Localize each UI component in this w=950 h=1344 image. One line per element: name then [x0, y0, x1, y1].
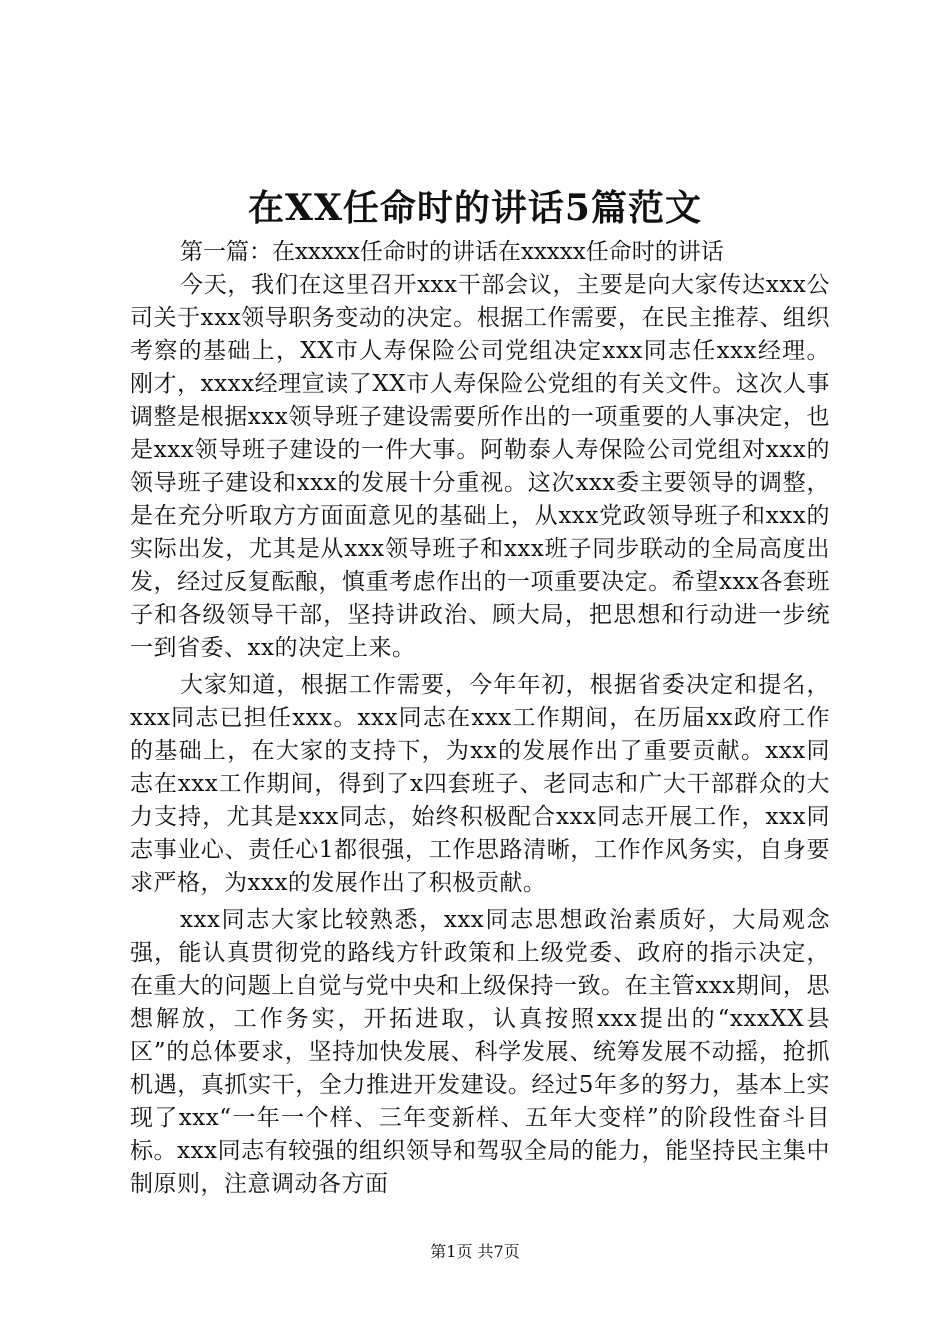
document-body	[130, 236, 830, 1201]
paragraph-2: 大家知道，根据工作需要，今年年初，根据省委决定和提名，xxx同志已担任xxx。xxx同志在xxx工作期间，在历届xx政府工作的基础上，在大家的支持下，为xx的发展作出了重要贡献。xxx同志在xxx工作期间，得到了x四套班子、老同志和广大干部群众的大力支持，尤其是xxx同志，始终积极配合xxx同志开展工作，xxx同志事业心、责任心1都很强，工作思路清晰，工作作风务实，自身要求严格，为xxx的发展作出了积极贡献。	[130, 672, 830, 896]
section-heading: 第一篇：在xxxxx任命时的讲话在xxxxx任命时的讲话	[180, 239, 724, 265]
page-number-footer: 第1页 共7页	[430, 1242, 520, 1261]
document-title: 在XX任命时的讲话5篇范文	[248, 187, 702, 229]
paragraph-1: 今天，我们在这里召开xxx干部会议，主要是向大家传达xxx公司关于xxx领导职务变动的决定。根据工作需要，在民主推荐、组织考察的基础上，XX市人寿保险公司党组决定xxx同志任xxx经理。刚才，xxxx经理宣读了XX市人寿保险公党组的有关文件。这次人事调整是根据xxx领导班子建设需要所作出的一项重要的人事决定，也是xxx领导班子建设的一件大事。阿勒泰人寿保险公司党组对xxx的领导班子建设和xxx的发展十分重视。这次xxx委主要领导的调整，是在充分听取方方面面意见的基础上，从xxx党政领导班子和xxx的实际出发，尤其是从xxx领导班子和xxx班子同步联动的全局高度出发，经过反复酝酿，慎重考虑作出的一项重要决定。希望xxx各套班子和各级领导干部，坚持讲政治、顾大局，把思想和行动进一步统一到省委、xx的决定上来。	[130, 272, 830, 661]
paragraph-3: xxx同志大家比较熟悉，xxx同志思想政治素质好，大局观念强，能认真贯彻党的路线方针政策和上级党委、政府的指示决定，在重大的问题上自觉与党中央和上级保持一致。在主管xxx期间，思想解放，工作务实，开拓进取，认真按照xxx提出的“xxxXX县区”的总体要求，坚持加快发展、科学发展、统筹发展不动摇，抢抓机遇，真抓实干，全力推进开发建设。经过5年多的努力，基本上实现了xxx“一年一个样、三年变新样、五年大变样”的阶段性奋斗目标。xxx同志有较强的组织领导和驾驭全局的能力，能坚持民主集中制原则，注意调动各方面	[130, 907, 830, 1197]
